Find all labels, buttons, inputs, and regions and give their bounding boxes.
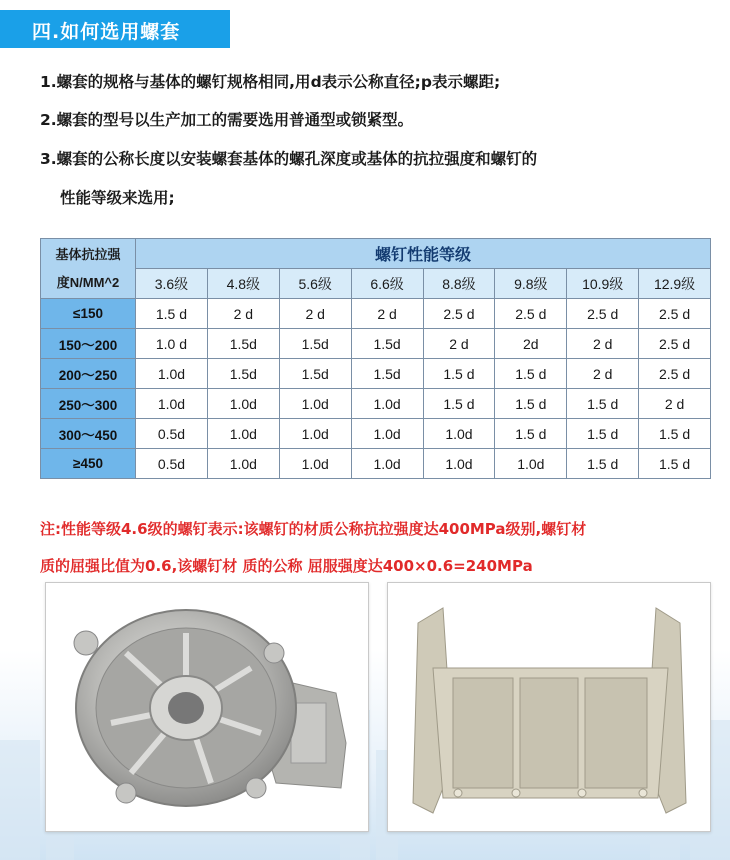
table-cell: 1.5 d	[639, 419, 711, 449]
paragraph-1: 1.螺套的规格与基体的螺钉规格相同,用d表示公称直径;p表示螺距;	[40, 73, 501, 91]
row-range: ≤150	[41, 299, 136, 329]
grade-row	[41, 269, 711, 299]
table-cell: 1.0d	[136, 359, 208, 389]
table-cell: 1.0d	[279, 419, 351, 449]
table-corner	[41, 239, 136, 299]
paragraph-3-cont: 性能等级来选用;	[60, 189, 175, 207]
grade-cell: 12.9级	[639, 269, 711, 299]
table-row	[41, 329, 711, 359]
table-cell: 1.0d	[351, 389, 423, 419]
table-cell: 2.5 d	[639, 359, 711, 389]
table-cell: 0.5d	[136, 419, 208, 449]
grade-cell: 5.6级	[279, 269, 351, 299]
table-row	[41, 299, 711, 329]
table-cell: 1.5 d	[423, 359, 495, 389]
table-cell: 1.5 d	[639, 449, 711, 479]
table-cell: 1.0d	[495, 449, 567, 479]
table-cell: 1.0d	[279, 449, 351, 479]
table-cell: 2.5 d	[567, 299, 639, 329]
table-cell: 2.5 d	[423, 299, 495, 329]
table-cell: 1.5d	[351, 329, 423, 359]
table-row	[41, 359, 711, 389]
table-cell: 2.5 d	[639, 299, 711, 329]
photo-tray	[387, 582, 711, 832]
table-cell: 2 d	[207, 299, 279, 329]
table-cell: 1.5 d	[495, 389, 567, 419]
table-cell: 1.5 d	[567, 449, 639, 479]
table-cell: 1.0d	[207, 449, 279, 479]
table-cell: 1.5 d	[423, 389, 495, 419]
tray-illustration	[388, 583, 710, 831]
note-line-2: 质的屈强比值为0.6,该螺钉材 质的公称 屈服强度达400×0.6=240MPa	[40, 557, 533, 575]
table-cell: 1.0d	[351, 449, 423, 479]
row-range: 200～250	[41, 359, 136, 389]
grade-cell: 8.8级	[423, 269, 495, 299]
spec-table	[40, 238, 711, 479]
table-cell: 1.0 d	[136, 329, 208, 359]
row-range: 150～200	[41, 329, 136, 359]
table-cell: 1.5 d	[495, 359, 567, 389]
table-row	[41, 449, 711, 479]
row-range: ≥450	[41, 449, 136, 479]
table-cell: 1.5 d	[495, 419, 567, 449]
table-cell: 1.5 d	[567, 389, 639, 419]
table-cell: 0.5d	[136, 449, 208, 479]
corner-line2: 度N/MM^2	[56, 274, 120, 290]
table-cell: 2 d	[567, 329, 639, 359]
note-line-1: 注:性能等级4.6级的螺钉表示:该螺钉的材质公称抗拉强度达400MPa级别,螺钉材	[40, 520, 587, 538]
table-cell: 1.0d	[279, 389, 351, 419]
table-cell: 2 d	[279, 299, 351, 329]
table-cell: 1.5d	[351, 359, 423, 389]
grade-cell: 6.6级	[351, 269, 423, 299]
table-cell: 2 d	[639, 389, 711, 419]
table-header-row	[41, 239, 711, 269]
section-header	[0, 10, 230, 48]
grade-cell: 4.8级	[207, 269, 279, 299]
grade-cell: 10.9级	[567, 269, 639, 299]
table-cell: 2.5 d	[495, 299, 567, 329]
table-cell: 1.5d	[279, 359, 351, 389]
table-body	[41, 299, 711, 479]
table-cell: 2 d	[567, 359, 639, 389]
table-cell: 2 d	[351, 299, 423, 329]
housing-illustration	[46, 583, 368, 831]
table-cell: 2 d	[423, 329, 495, 359]
table-cell: 1.0d	[423, 419, 495, 449]
table-cell: 1.0d	[351, 419, 423, 449]
row-range: 300～450	[41, 419, 136, 449]
photo-housing	[45, 582, 369, 832]
grade-cell: 9.8级	[495, 269, 567, 299]
table-cell: 2d	[495, 329, 567, 359]
table-cell: 1.5d	[279, 329, 351, 359]
table-cell: 1.5d	[207, 359, 279, 389]
table-cell: 1.5 d	[567, 419, 639, 449]
paragraph-2: 2.螺套的型号以生产加工的需要选用普通型或锁紧型。	[40, 111, 414, 129]
table-cell: 1.0d	[207, 419, 279, 449]
table-cell: 2.5 d	[639, 329, 711, 359]
corner-line1: 基体抗拉强	[55, 246, 121, 262]
section-title: 四.如何选用螺套	[32, 21, 181, 43]
table-group-title: 螺钉性能等级	[136, 239, 711, 269]
grade-cell: 3.6级	[136, 269, 208, 299]
table-cell: 1.0d	[423, 449, 495, 479]
table-cell: 1.0d	[207, 389, 279, 419]
row-range: 250～300	[41, 389, 136, 419]
table-cell: 1.5 d	[136, 299, 208, 329]
table-cell: 1.5d	[207, 329, 279, 359]
table-row	[41, 419, 711, 449]
table-row	[41, 389, 711, 419]
paragraph-3: 3.螺套的公称长度以安装螺套基体的螺孔深度或基体的抗拉强度和螺钉的	[40, 150, 538, 168]
table-cell: 1.0d	[136, 389, 208, 419]
